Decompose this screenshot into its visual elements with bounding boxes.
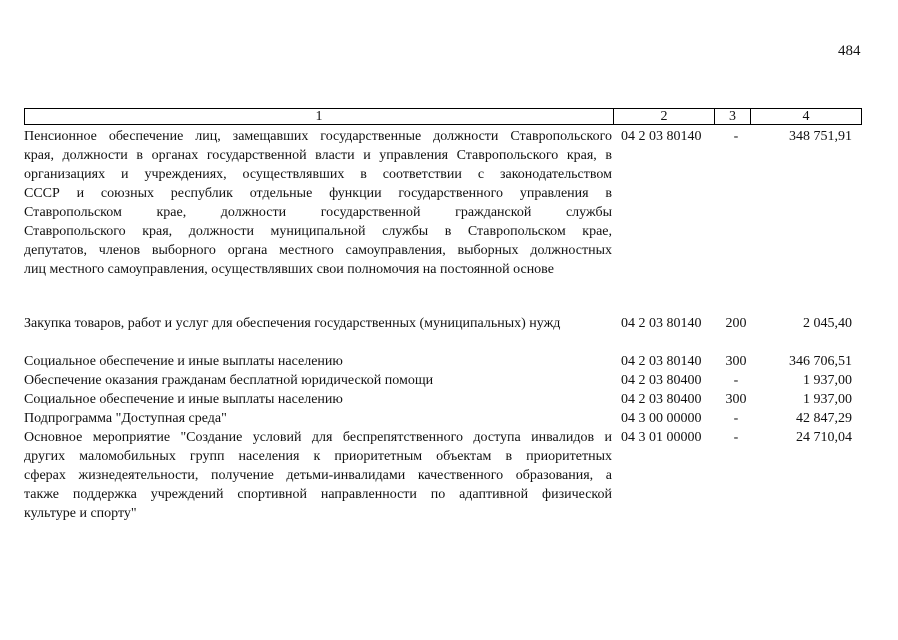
description-line: Основное мероприятие "Создание условий для беспрепятственного доступа инвалидов и — [24, 430, 612, 445]
row-code: 04 2 03 80400 — [621, 373, 702, 388]
description-line: Подпрограмма "Доступная среда" — [24, 411, 227, 426]
row-description — [24, 390, 612, 409]
description-line: также поддержка учреждений спортивной направленности по адаптивной физической — [24, 487, 612, 502]
page-number: 484 — [838, 43, 861, 59]
row-code: 04 3 01 00000 — [621, 430, 702, 445]
description-line: края, должности в органах государственной власти и управления Ставропольского края, в — [24, 148, 612, 163]
row-type: - — [733, 411, 739, 426]
description-line: других маломобильных групп населения к приоритетным объектам в приоритетных — [24, 449, 612, 464]
description-line: СССР и союзных республик отдельные функции государственного управления в — [24, 186, 612, 201]
row-type: - — [733, 129, 739, 144]
row-code: 04 2 03 80140 — [621, 129, 702, 144]
row-description — [24, 127, 612, 279]
description-line: культуре и спорту" — [24, 506, 137, 521]
row-type: 300 — [725, 392, 747, 407]
row-amount: 346 706,51 — [789, 354, 852, 369]
row-type: - — [733, 373, 739, 388]
row-type: 200 — [725, 316, 747, 331]
column-header-3: 3 — [715, 109, 751, 125]
row-code: 04 2 03 80140 — [621, 316, 702, 331]
description-line: организациях и учреждениях, осуществлявших в соответствии с законодательством — [24, 167, 612, 182]
row-amount: 42 847,29 — [796, 411, 852, 426]
row-amount: 1 937,00 — [803, 373, 852, 388]
description-line: лиц местного самоуправления, осуществлявших свои полномочия на постоянной основе — [24, 262, 554, 277]
row-type: - — [733, 430, 739, 445]
row-code: 04 2 03 80140 — [621, 354, 702, 369]
column-header-1: 1 — [25, 109, 614, 125]
description-line: сферах жизнедеятельности, получение детьми-инвалидами качественного образования, а — [24, 468, 612, 483]
row-code: 04 3 00 00000 — [621, 411, 702, 426]
column-header-4: 4 — [751, 109, 862, 125]
description-line: депутатов, членов выборного органа местного самоуправления, выборных должностных — [24, 243, 612, 258]
description-line: Пенсионное обеспечение лиц, замещавших государственные должности Ставропольского — [24, 129, 612, 144]
description-line: Социальное обеспечение и иные выплаты населению — [24, 354, 343, 369]
description-line: Обеспечение оказания гражданам бесплатной юридической помощи — [24, 373, 434, 388]
row-amount: 2 045,40 — [803, 316, 852, 331]
column-header-table — [24, 108, 862, 125]
row-code: 04 2 03 80400 — [621, 392, 702, 407]
description-line: Ставропольского края, должности муниципальной службы в Ставропольском крае, — [24, 224, 612, 239]
description-line: Социальное обеспечение и иные выплаты населению — [24, 392, 343, 407]
row-amount: 1 937,00 — [803, 392, 852, 407]
column-header-2: 2 — [614, 109, 715, 125]
row-description — [24, 371, 612, 390]
row-description — [24, 352, 612, 371]
description-line: Закупка товаров, работ и услуг для обеспечения государственных (муниципальных) нужд — [24, 316, 561, 331]
description-line: Ставропольском крае, должности государственной гражданской службы — [24, 205, 612, 220]
row-description — [24, 409, 612, 428]
row-description — [24, 314, 612, 333]
row-description — [24, 428, 612, 523]
row-amount: 24 710,04 — [796, 430, 852, 445]
row-type: 300 — [725, 354, 747, 369]
row-amount: 348 751,91 — [789, 129, 852, 144]
